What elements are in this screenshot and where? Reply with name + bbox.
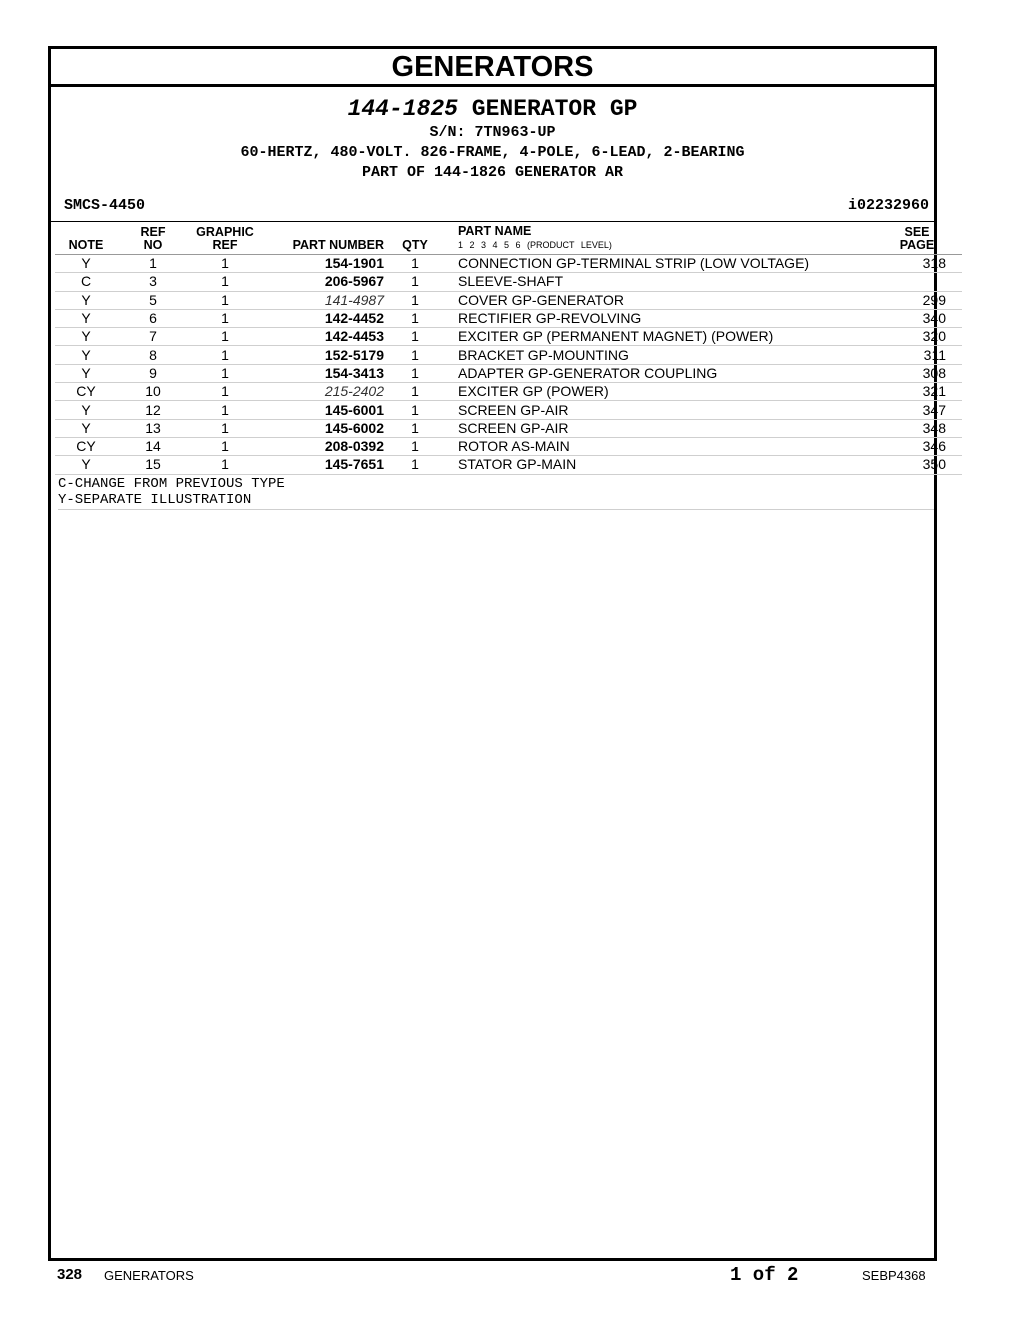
header-part-name: PART NAME 1 2 3 4 5 6 (PRODUCT LEVEL) [446, 222, 888, 255]
cell-graphic-ref: 1 [189, 328, 261, 346]
header-qty: QTY [384, 222, 446, 255]
cell-see-page: 347 [888, 401, 962, 419]
cell-graphic-ref: 1 [189, 364, 261, 382]
group-part-number: 144-1825 [347, 96, 458, 122]
cell-ref-no: 12 [117, 401, 189, 419]
parts-table-body [55, 255, 962, 475]
table-row [55, 456, 962, 474]
table-row [55, 273, 962, 291]
cell-part-name: ADAPTER GP-GENERATOR COUPLING [446, 364, 888, 382]
cell-note: Y [55, 291, 117, 309]
cell-part-number: 215-2402 [261, 383, 384, 401]
cell-see-page: 346 [888, 437, 962, 455]
cell-part-number: 152-5179 [261, 346, 384, 364]
page-footer [0, 1266, 1020, 1288]
cell-note: C [55, 273, 117, 291]
cell-see-page: 321 [888, 383, 962, 401]
note-y: Y-SEPARATE ILLUSTRATION [58, 491, 252, 508]
cell-qty: 1 [384, 346, 446, 364]
cell-see-page [888, 273, 962, 291]
title-bar [51, 49, 934, 87]
cell-ref-no: 10 [117, 383, 189, 401]
cell-note: Y [55, 255, 117, 273]
footer-page-number: 328 [57, 1266, 83, 1283]
table-header-row [55, 222, 962, 255]
cell-qty: 1 [384, 383, 446, 401]
note-c: C-CHANGE FROM PREVIOUS TYPE [58, 475, 285, 492]
cell-see-page: 348 [888, 419, 962, 437]
header-see-page: SEE PAGE [888, 222, 962, 255]
group-name: GENERATOR GP [471, 96, 638, 122]
header-note: NOTE [55, 222, 117, 255]
cell-see-page: 320 [888, 328, 962, 346]
meta-row [51, 195, 934, 222]
serial-number: S/N: 7TN963-UP [429, 124, 556, 141]
cell-ref-no: 1 [117, 255, 189, 273]
cell-qty: 1 [384, 364, 446, 382]
cell-part-number: 154-3413 [261, 364, 384, 382]
cell-ref-no: 3 [117, 273, 189, 291]
cell-note: Y [55, 401, 117, 419]
cell-ref-no: 13 [117, 419, 189, 437]
cell-part-name: ROTOR AS-MAIN [446, 437, 888, 455]
smcs-code: SMCS-4450 [64, 197, 146, 214]
cell-see-page: 311 [888, 346, 962, 364]
cell-graphic-ref: 1 [189, 255, 261, 273]
table-row [55, 328, 962, 346]
cell-see-page: 350 [888, 456, 962, 474]
table-row [55, 291, 962, 309]
group-title [51, 95, 934, 123]
cell-part-name: BRACKET GP-MOUNTING [446, 346, 888, 364]
cell-part-name: EXCITER GP (POWER) [446, 383, 888, 401]
cell-ref-no: 15 [117, 456, 189, 474]
cell-note: CY [55, 437, 117, 455]
table-row [55, 437, 962, 455]
cell-part-name: STATOR GP-MAIN [446, 456, 888, 474]
table-row [55, 401, 962, 419]
table-row [55, 419, 962, 437]
cell-graphic-ref: 1 [189, 419, 261, 437]
header-graphic-ref: GRAPHIC REF [189, 222, 261, 255]
footer-section: GENERATORS [104, 1268, 194, 1283]
cell-qty: 1 [384, 273, 446, 291]
cell-note: Y [55, 364, 117, 382]
cell-qty: 1 [384, 437, 446, 455]
group-header [51, 87, 934, 183]
cell-part-number: 145-7651 [261, 456, 384, 474]
cell-part-name: SCREEN GP-AIR [446, 401, 888, 419]
cell-part-name: SCREEN GP-AIR [446, 419, 888, 437]
cell-note: Y [55, 456, 117, 474]
cell-qty: 1 [384, 328, 446, 346]
cell-qty: 1 [384, 291, 446, 309]
cell-part-number: 206-5967 [261, 273, 384, 291]
product-level-label: 1 2 3 4 5 6 (PRODUCT LEVEL) [458, 240, 612, 250]
cell-ref-no: 7 [117, 328, 189, 346]
cell-graphic-ref: 1 [189, 456, 261, 474]
cell-see-page: 308 [888, 364, 962, 382]
cell-part-name: EXCITER GP (PERMANENT MAGNET) (POWER) [446, 328, 888, 346]
cell-note: Y [55, 346, 117, 364]
table-row [55, 309, 962, 327]
header-ref-no: REF NO [117, 222, 189, 255]
illustration-id: i02232960 [847, 197, 929, 214]
cell-note: Y [55, 309, 117, 327]
cell-part-number: 142-4452 [261, 309, 384, 327]
cell-graphic-ref: 1 [189, 309, 261, 327]
cell-qty: 1 [384, 419, 446, 437]
cell-part-name: RECTIFIER GP-REVOLVING [446, 309, 888, 327]
cell-note: Y [55, 328, 117, 346]
cell-see-page: 340 [888, 309, 962, 327]
cell-graphic-ref: 1 [189, 346, 261, 364]
table-row [55, 383, 962, 401]
part-of-line: PART OF 144-1826 GENERATOR AR [361, 164, 624, 181]
cell-part-number: 145-6002 [261, 419, 384, 437]
cell-part-number: 141-4987 [261, 291, 384, 309]
group-description: 60-HERTZ, 480-VOLT. 826-FRAME, 4-POLE, 6-LEAD, 2-BEARING [240, 144, 745, 161]
cell-part-number: 145-6001 [261, 401, 384, 419]
cell-qty: 1 [384, 309, 446, 327]
table-row [55, 364, 962, 382]
cell-part-number: 154-1901 [261, 255, 384, 273]
cell-graphic-ref: 1 [189, 437, 261, 455]
table-row [55, 255, 962, 273]
cell-part-name: CONNECTION GP-TERMINAL STRIP (LOW VOLTAGE) [446, 255, 888, 273]
cell-ref-no: 5 [117, 291, 189, 309]
cell-graphic-ref: 1 [189, 383, 261, 401]
cell-note: Y [55, 419, 117, 437]
cell-part-name: SLEEVE-SHAFT [446, 273, 888, 291]
cell-graphic-ref: 1 [189, 401, 261, 419]
cell-part-number: 208-0392 [261, 437, 384, 455]
cell-graphic-ref: 1 [189, 273, 261, 291]
cell-graphic-ref: 1 [189, 291, 261, 309]
notes-legend [58, 475, 934, 510]
page-title: GENERATORS [391, 51, 594, 83]
page-frame [48, 46, 946, 1261]
cell-part-name: COVER GP-GENERATOR [446, 291, 888, 309]
cell-part-number: 142-4453 [261, 328, 384, 346]
cell-see-page: 299 [888, 291, 962, 309]
cell-ref-no: 14 [117, 437, 189, 455]
cell-note: CY [55, 383, 117, 401]
cell-qty: 1 [384, 255, 446, 273]
cell-qty: 1 [384, 456, 446, 474]
parts-table [55, 222, 962, 475]
cell-ref-no: 8 [117, 346, 189, 364]
cell-ref-no: 9 [117, 364, 189, 382]
table-row [55, 346, 962, 364]
header-part-number: PART NUMBER [261, 222, 384, 255]
cell-qty: 1 [384, 401, 446, 419]
cell-ref-no: 6 [117, 309, 189, 327]
footer-doc-id: SEBP4368 [862, 1268, 926, 1283]
cell-see-page: 318 [888, 255, 962, 273]
footer-sheet: 1 of 2 [730, 1264, 799, 1286]
